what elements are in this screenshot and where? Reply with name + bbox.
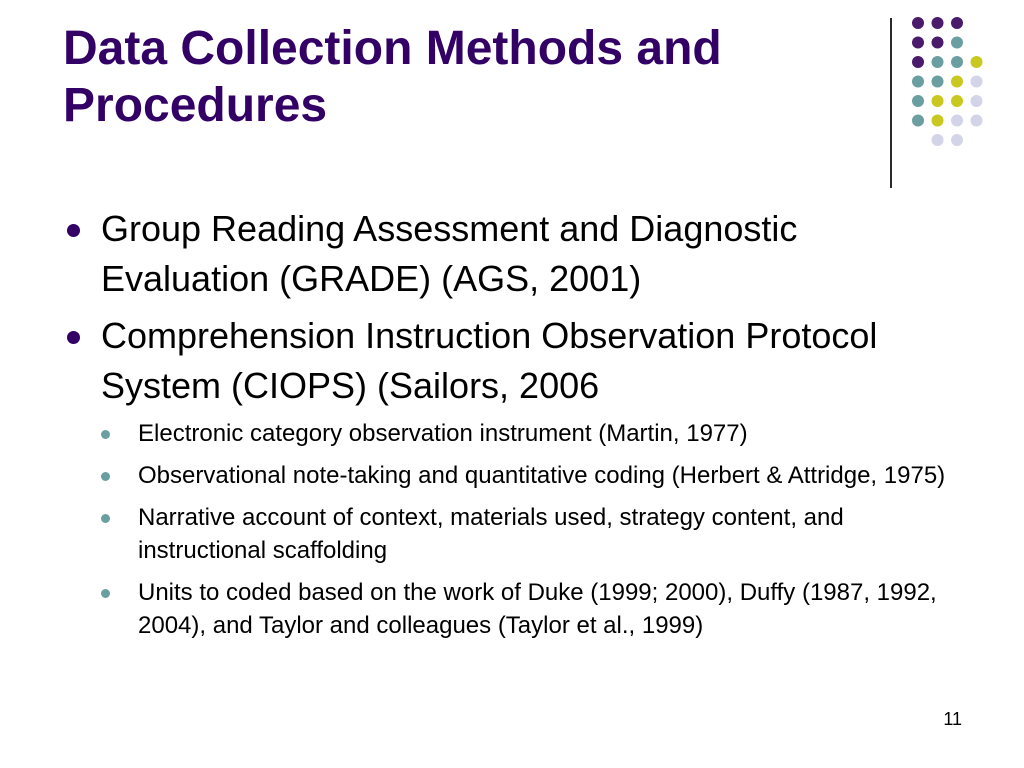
page-number: 11 (943, 709, 962, 729)
decorative-dot (932, 134, 944, 146)
decorative-dot (932, 95, 944, 107)
decorative-dot (932, 37, 944, 49)
sub-bullet-item (100, 501, 963, 567)
bullet-list (63, 204, 963, 651)
decorative-dot (951, 37, 963, 49)
sub-bullet-item (100, 459, 963, 492)
decorative-dot (951, 17, 963, 29)
bullet-ciops (63, 311, 963, 642)
sub-bullet-marker (101, 514, 110, 523)
dot-grid-graphic (903, 10, 1013, 170)
decorative-dot (912, 76, 924, 88)
sub-bullet-marker (101, 472, 110, 481)
sub-bullet-text: Observational note-taking and quantitative coding (Herbert & Attridge, 1975) (138, 462, 946, 489)
decorative-dot (912, 95, 924, 107)
decorative-dot (951, 76, 963, 88)
decorative-dot (951, 134, 963, 146)
bullet-marker (67, 331, 80, 344)
sub-bullet-marker (101, 589, 110, 598)
decorative-dot (971, 95, 983, 107)
decorative-dot (951, 115, 963, 127)
sub-bullet-text: Narrative account of context, materials used, strategy content, and instructional scaffolding (138, 504, 844, 564)
sub-bullet-item (100, 417, 963, 450)
bullet-text: Comprehension Instruction Observation Protocol System (CIOPS) (Sailors, 2006 (101, 315, 878, 406)
decorative-dot (932, 56, 944, 68)
decorative-dot (951, 56, 963, 68)
decorative-dot (912, 115, 924, 127)
sub-bullet-list (100, 417, 963, 642)
sub-bullet-text: Units to coded based on the work of Duke (1999; 2000), Duffy (1987, 1992, 2004), and Taylor and colleagues (Taylor et al., 1999) (138, 579, 937, 639)
sub-bullet-text: Electronic category observation instrument (Martin, 1977) (138, 420, 748, 447)
bullet-grade (63, 204, 963, 304)
decorative-dot-grid (903, 10, 1013, 170)
decorative-dot (971, 56, 983, 68)
decorative-dot (932, 115, 944, 127)
decorative-dot (912, 17, 924, 29)
decorative-dot (932, 76, 944, 88)
bullet-marker (67, 224, 80, 237)
decorative-dot (912, 56, 924, 68)
decorative-dot (971, 76, 983, 88)
bullet-text: Group Reading Assessment and Diagnostic Evaluation (GRADE) (AGS, 2001) (101, 208, 798, 299)
sub-bullet-item (100, 576, 963, 642)
decorative-dot (932, 17, 944, 29)
title-divider-line (890, 18, 892, 188)
decorative-dot (971, 115, 983, 127)
decorative-dot (951, 95, 963, 107)
slide-title: Data Collection Methods and Procedures (63, 22, 722, 132)
sub-bullet-marker (101, 430, 110, 439)
decorative-dot (912, 37, 924, 49)
